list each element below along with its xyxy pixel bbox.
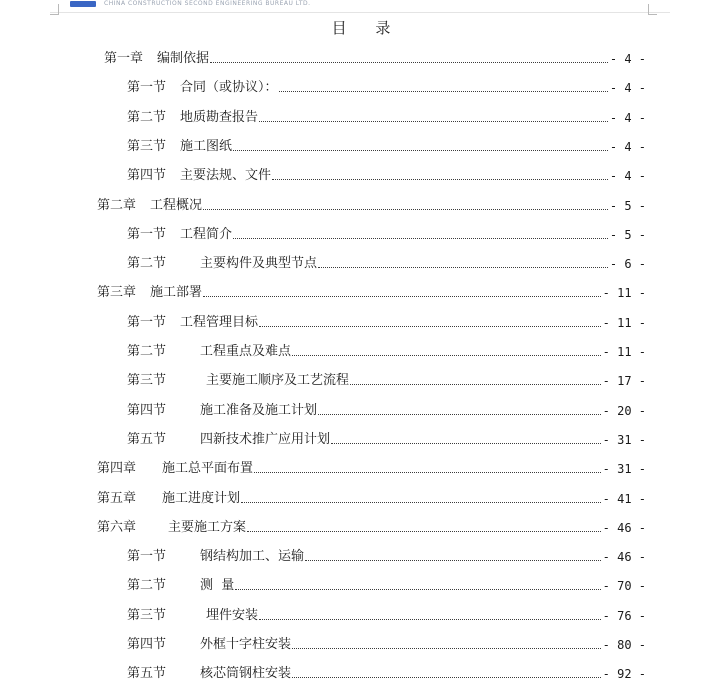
toc-entry-page: - 6 - (609, 257, 646, 272)
toc-entry-number: 第三章 (97, 285, 137, 301)
toc-dot-leader (272, 179, 608, 180)
toc-dot-leader (350, 384, 601, 385)
toc-entry-number: 第一章 (104, 51, 144, 66)
toc-entry-page: - 31 - (602, 462, 646, 477)
toc-entry[interactable] (127, 605, 646, 625)
toc-entry-page: - 4 - (609, 52, 646, 66)
toc-entry-number: 第三节 (127, 373, 167, 389)
toc-entry-heading: 工程简介 (180, 226, 233, 242)
toc-dot-leader (203, 209, 608, 210)
toc-entry[interactable] (127, 546, 646, 566)
toc-entry-page: - 4 - (609, 169, 646, 184)
toc-entry-heading: 地质勘查报告 (180, 109, 259, 125)
toc-entry-heading: 工程重点及难点 (200, 344, 292, 359)
toc-dot-leader (241, 502, 601, 503)
toc-entry-number: 第四节 (127, 402, 167, 418)
header-rule (50, 12, 670, 13)
toc-entry-number: 第一节 (127, 314, 167, 330)
toc-title: 目 录 (331, 19, 403, 37)
toc-entry[interactable] (127, 663, 646, 683)
toc-entry-heading: 编制依据 (157, 51, 210, 66)
page-header (70, 0, 311, 8)
toc-entry-number: 第三节 (127, 138, 167, 154)
toc-entry-number: 第二章 (97, 197, 137, 213)
toc-entry-number: 第二节 (127, 109, 167, 125)
toc-entry-number: 第四节 (127, 168, 167, 184)
toc-entry-page: - 4 - (609, 81, 646, 96)
toc-entry[interactable] (127, 575, 646, 595)
toc-entry[interactable] (127, 165, 646, 185)
toc-dot-leader (233, 150, 608, 151)
toc-entry-page: - 31 - (602, 432, 646, 447)
toc-entry-page: - 76 - (602, 608, 646, 623)
toc-entry-number: 第四节 (127, 637, 167, 652)
toc-entry-page: - 11 - (602, 286, 646, 301)
toc-entry-heading: 施工图纸 (180, 138, 233, 154)
toc-entry-page: - 92 - (602, 667, 646, 682)
toc-entry-page: - 41 - (602, 491, 646, 506)
toc-dot-leader (305, 560, 601, 561)
toc-entry-heading: 外框十字柱安装 (200, 637, 292, 652)
toc-dot-leader (259, 121, 608, 122)
toc-entry-number: 第一节 (127, 549, 167, 565)
toc-entry[interactable] (97, 195, 646, 215)
toc-dot-leader (292, 677, 601, 678)
toc-dot-leader (292, 648, 601, 649)
crop-mark-right (648, 4, 657, 15)
toc-dot-leader (247, 531, 601, 532)
toc-entry-heading: 钢结构加工、运输 (200, 549, 305, 565)
toc-entry-page: - 46 - (602, 550, 646, 565)
toc-entry[interactable] (127, 634, 646, 654)
toc-entry-page: - 4 - (609, 110, 646, 125)
toc-entry[interactable] (127, 400, 646, 420)
toc-dot-leader (318, 414, 601, 415)
toc-entry[interactable] (127, 77, 646, 97)
toc-dot-leader (254, 472, 601, 473)
toc-entry-page: - 11 - (602, 315, 646, 330)
toc-entry-number: 第五节 (127, 431, 167, 447)
toc-entry-heading: 核芯筒钢柱安装 (200, 666, 292, 682)
toc-entry-heading: 主要施工方案 (168, 519, 247, 535)
toc-entry-heading: 施工进度计划 (162, 490, 241, 506)
toc-entry-number: 第五章 (97, 490, 137, 506)
toc-dot-leader (318, 267, 608, 268)
toc-entry-page: - 46 - (602, 520, 646, 535)
toc-entry-page: - 80 - (602, 638, 646, 652)
toc-dot-leader (279, 91, 608, 92)
toc-entry-heading: 施工准备及施工计划 (200, 402, 318, 418)
toc-entry-page: - 70 - (602, 579, 646, 594)
toc-entry-number: 第四章 (97, 461, 137, 477)
toc-entry-number: 第一节 (127, 80, 167, 96)
crop-mark-left (50, 4, 59, 15)
toc-entry-number: 第三节 (127, 607, 167, 623)
toc-entry-number: 第二节 (127, 256, 167, 272)
toc-entry-number: 第二节 (127, 344, 167, 359)
toc-dot-leader (259, 619, 601, 620)
toc-dot-leader (203, 296, 601, 297)
toc-entry-heading: 合同（或协议）： (180, 80, 278, 96)
toc-dot-leader (233, 238, 608, 239)
toc-entry-page: - 5 - (609, 227, 646, 242)
toc-entry-heading: 工程管理目标 (180, 314, 259, 330)
toc-dot-leader (331, 443, 601, 444)
company-logo (70, 1, 96, 7)
toc-entry-number: 第二节 (127, 578, 167, 594)
toc-entry-heading: 四新技术推广应用计划 (200, 431, 331, 447)
toc-dot-leader (259, 326, 601, 327)
toc-entry-heading: 工程概况 (150, 197, 203, 213)
toc-entry-heading: 主要构件及典型节点 (200, 256, 318, 272)
toc-entry-page: - 5 - (609, 198, 646, 213)
toc-entry-page: - 17 - (602, 374, 646, 389)
toc-entry[interactable] (127, 253, 646, 273)
toc-dot-leader (210, 62, 608, 63)
toc-entry[interactable] (127, 136, 646, 156)
toc-entry-page: - 4 - (609, 139, 646, 154)
toc-entry[interactable] (97, 488, 646, 508)
toc-entry[interactable] (127, 224, 646, 244)
toc-entry[interactable] (97, 517, 646, 537)
toc-entry-heading: 测 量 (200, 578, 235, 594)
toc-entry-page: - 11 - (602, 345, 646, 359)
toc-entry[interactable] (104, 48, 646, 68)
toc-dot-leader (235, 589, 600, 590)
toc-entry[interactable] (127, 370, 646, 390)
toc-entry-heading: 埋件安装 (206, 607, 259, 623)
toc-entry[interactable] (127, 341, 646, 361)
toc-entry[interactable] (97, 458, 646, 478)
toc-entry[interactable] (127, 429, 646, 449)
toc-entry-number: 第六章 (97, 519, 137, 535)
toc-entry-number: 第五节 (127, 666, 167, 682)
toc-entry-heading: 施工总平面布置 (162, 461, 254, 477)
toc-entry-heading: 主要施工顺序及工艺流程 (206, 373, 350, 389)
toc-entry[interactable] (127, 107, 646, 127)
toc-entry-number: 第一节 (127, 226, 167, 242)
toc-entry-page: - 20 - (602, 403, 646, 418)
toc-entry[interactable] (97, 282, 646, 302)
toc-entry[interactable] (127, 312, 646, 332)
toc-entry-heading: 主要法规、文件 (180, 168, 272, 184)
company-name-en: CHINA CONSTRUCTION SECOND ENGINEERING BUREAU LTD. (104, 0, 311, 7)
toc-entry-heading: 施工部署 (150, 285, 203, 301)
toc-dot-leader (292, 355, 601, 356)
